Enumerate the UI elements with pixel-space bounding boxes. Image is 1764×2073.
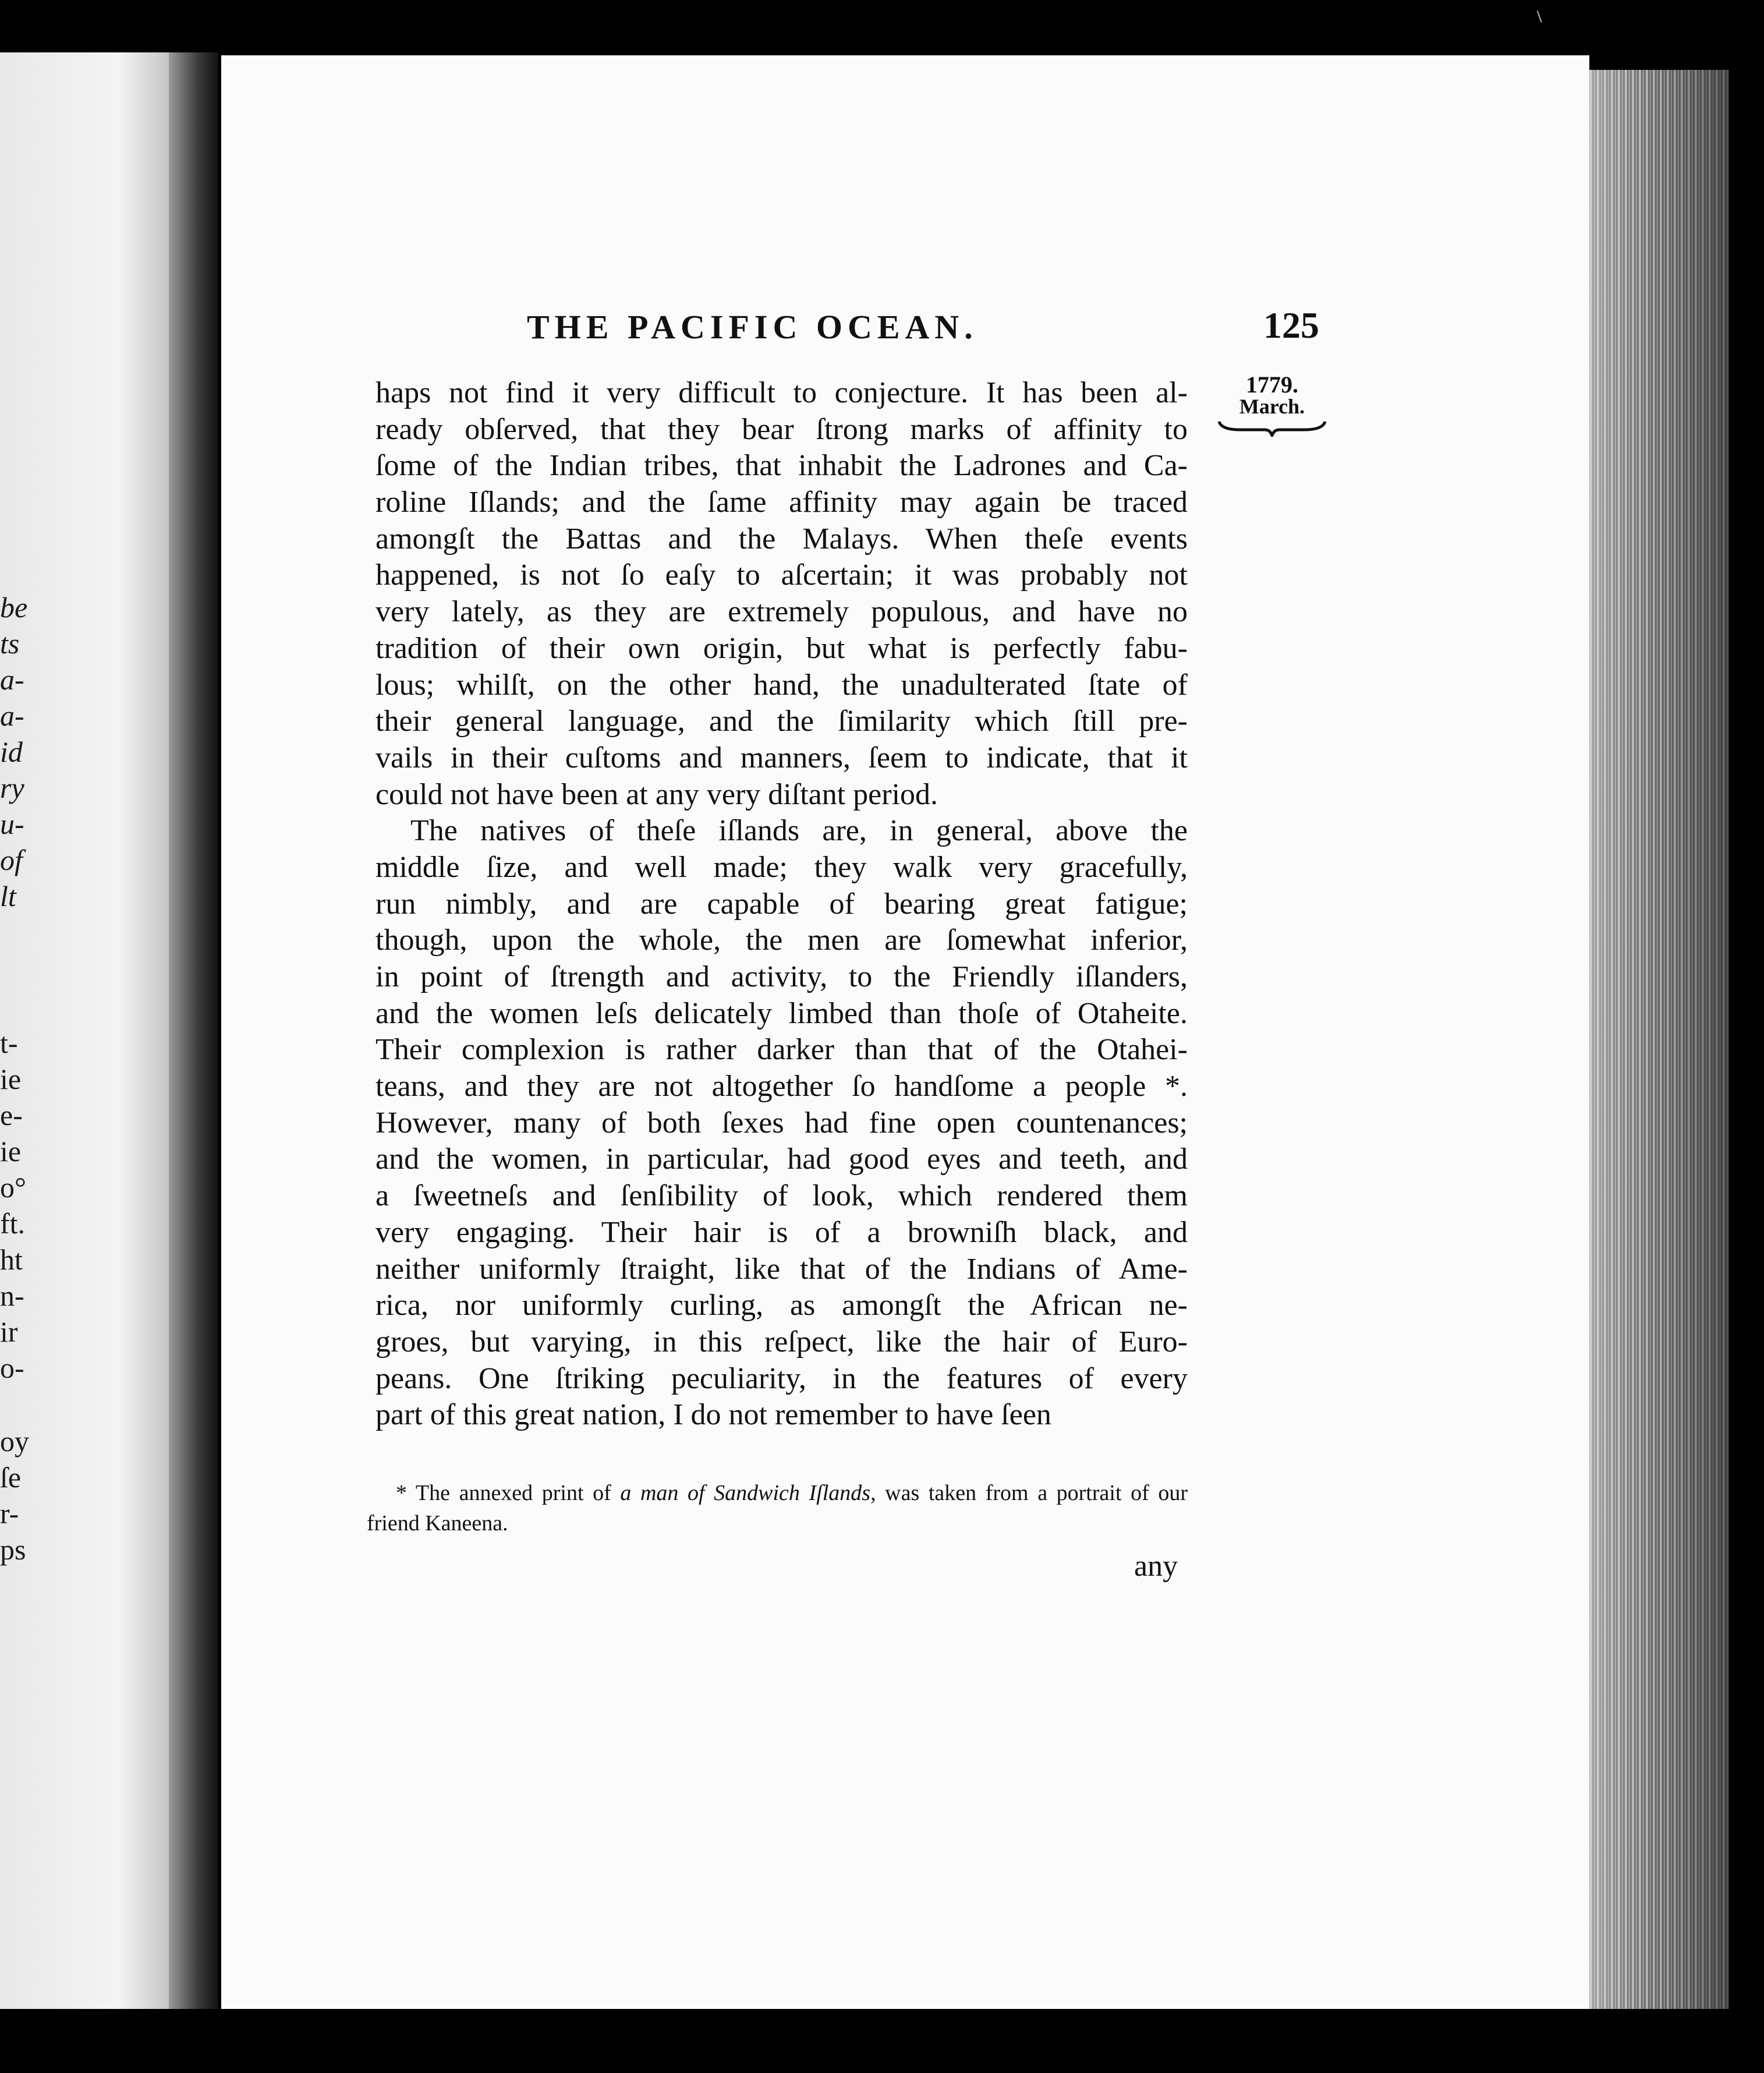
- margin-note: [1214, 374, 1330, 437]
- body-line: middle ſize, and well made; they walk very gracefully,: [376, 850, 1188, 884]
- left-page-fragment: id: [0, 735, 23, 768]
- body-line: very lately, as they are extremely populous, and have no: [376, 595, 1188, 629]
- left-page-fragment: ry: [0, 772, 24, 804]
- body-line: happened, is not ſo eaſy to aſcertain; it was probably not: [376, 558, 1188, 592]
- footnote-prefix: * The annexed print of: [396, 1481, 621, 1505]
- left-page-fragment: ir: [0, 1315, 18, 1348]
- page-number: 125: [1263, 305, 1319, 346]
- left-page-fragment: ie: [0, 1135, 22, 1168]
- left-page-fragment: r-: [0, 1497, 19, 1530]
- body-line: a ſweetneſs and ſenſibility of look, which rendered them: [376, 1179, 1188, 1213]
- footnote-suffix: , was taken from a portrait of our: [870, 1481, 1188, 1505]
- body-line: part of this great nation, I do not remember to have ſeen: [376, 1398, 1051, 1432]
- body-line: groes, but varying, in this reſpect, like the hair of Euro-: [376, 1325, 1188, 1359]
- body-line: though, upon the whole, the men are ſomewhat inferior,: [376, 924, 1188, 957]
- body-line: ready obſerved, that they bear ſtrong marks of affinity to: [376, 412, 1188, 446]
- running-head: THE PACIFIC OCEAN.: [527, 308, 978, 346]
- footnote: [367, 1478, 1188, 1538]
- body-line: roline Iſlands; and the ſame affinity may again be traced: [376, 486, 1188, 519]
- left-page-fragment: ſe: [0, 1461, 22, 1494]
- page-fore-edge-shade: [1589, 70, 1729, 2009]
- body-line: teans, and they are not altogether ſo handſome a people *.: [376, 1070, 1188, 1103]
- body-line: run nimbly, and are capable of bearing great fatigue;: [376, 887, 1188, 921]
- left-page-fragment: ps: [0, 1533, 26, 1566]
- book-gutter: [169, 52, 218, 2009]
- body-line: could not have been at any very diſtant period.: [376, 777, 938, 811]
- body-line: The natives of theſe iſlands are, in general, above the: [410, 814, 1188, 848]
- body-line: neither uniformly ſtraight, like that of the Indians of Ame-: [376, 1252, 1188, 1286]
- body-line: and the women leſs delicately limbed than thoſe of Otaheite.: [376, 996, 1188, 1030]
- left-page-fragment: e-: [0, 1099, 23, 1131]
- margin-brace: [1217, 418, 1327, 437]
- left-page-fragment: oy: [0, 1425, 29, 1458]
- body-line: Their complexion is rather darker than that of the Otahei-: [376, 1033, 1188, 1067]
- footnote-line: [367, 1478, 1188, 1508]
- left-page-fragment: o°: [0, 1171, 26, 1204]
- left-page-fragment: of: [0, 844, 23, 876]
- body-text: [376, 375, 1188, 1434]
- left-page-fragment: ie: [0, 1063, 22, 1095]
- body-line: ſome of the Indian tribes, that inhabit the Ladrones and Ca-: [376, 449, 1188, 483]
- left-page-fragment: a-: [0, 699, 24, 732]
- left-page-fragment: a-: [0, 663, 24, 696]
- body-line: haps not find it very difficult to conjecture. It has been al-: [376, 376, 1188, 409]
- footnote-line: friend Kaneena.: [367, 1511, 508, 1536]
- catchword: any: [1134, 1550, 1178, 1583]
- left-page-fragment: u-: [0, 808, 24, 840]
- body-line: amongſt the Battas and the Malays. When theſe events: [376, 522, 1188, 556]
- body-line: in point of ſtrength and activity, to the Friendly iſlanders,: [376, 960, 1188, 993]
- left-page-fragment: ft.: [0, 1207, 26, 1240]
- left-page-fragment: be: [0, 591, 28, 624]
- body-line: their general language, and the ſimilarity which ſtill pre-: [376, 705, 1188, 738]
- left-page-fragment: n-: [0, 1279, 24, 1312]
- left-page-fragment: ts: [0, 627, 20, 660]
- body-line: vails in their cuſtoms and manners, ſeem to indicate, that it: [376, 741, 1188, 774]
- body-line: lous; whilſt, on the other hand, the unadulterated ſtate of: [376, 668, 1188, 702]
- margin-note-month: March.: [1239, 395, 1305, 418]
- body-line: rica, nor uniformly curling, as amongſt the African ne-: [376, 1289, 1188, 1322]
- left-page-fragment: lt: [0, 880, 16, 912]
- body-line: very engaging. Their hair is of a browniſh black, and: [376, 1215, 1188, 1249]
- body-line: tradition of their own origin, but what is perfectly fabu-: [376, 631, 1188, 665]
- footnote-italic: a man of Sandwich Iſlands: [620, 1481, 871, 1505]
- body-line: However, many of both ſexes had fine open countenances;: [376, 1106, 1188, 1140]
- left-page-fragment: t-: [0, 1027, 18, 1059]
- body-line: and the women, in particular, had good eyes and teeth, and: [376, 1142, 1188, 1176]
- body-line: peans. One ſtriking peculiarity, in the features of every: [376, 1361, 1188, 1395]
- corner-mark: \: [1537, 7, 1542, 26]
- left-page-fragment: ht: [0, 1243, 23, 1276]
- margin-note-year: 1779.: [1246, 372, 1298, 398]
- left-page-fragment: o-: [0, 1352, 24, 1384]
